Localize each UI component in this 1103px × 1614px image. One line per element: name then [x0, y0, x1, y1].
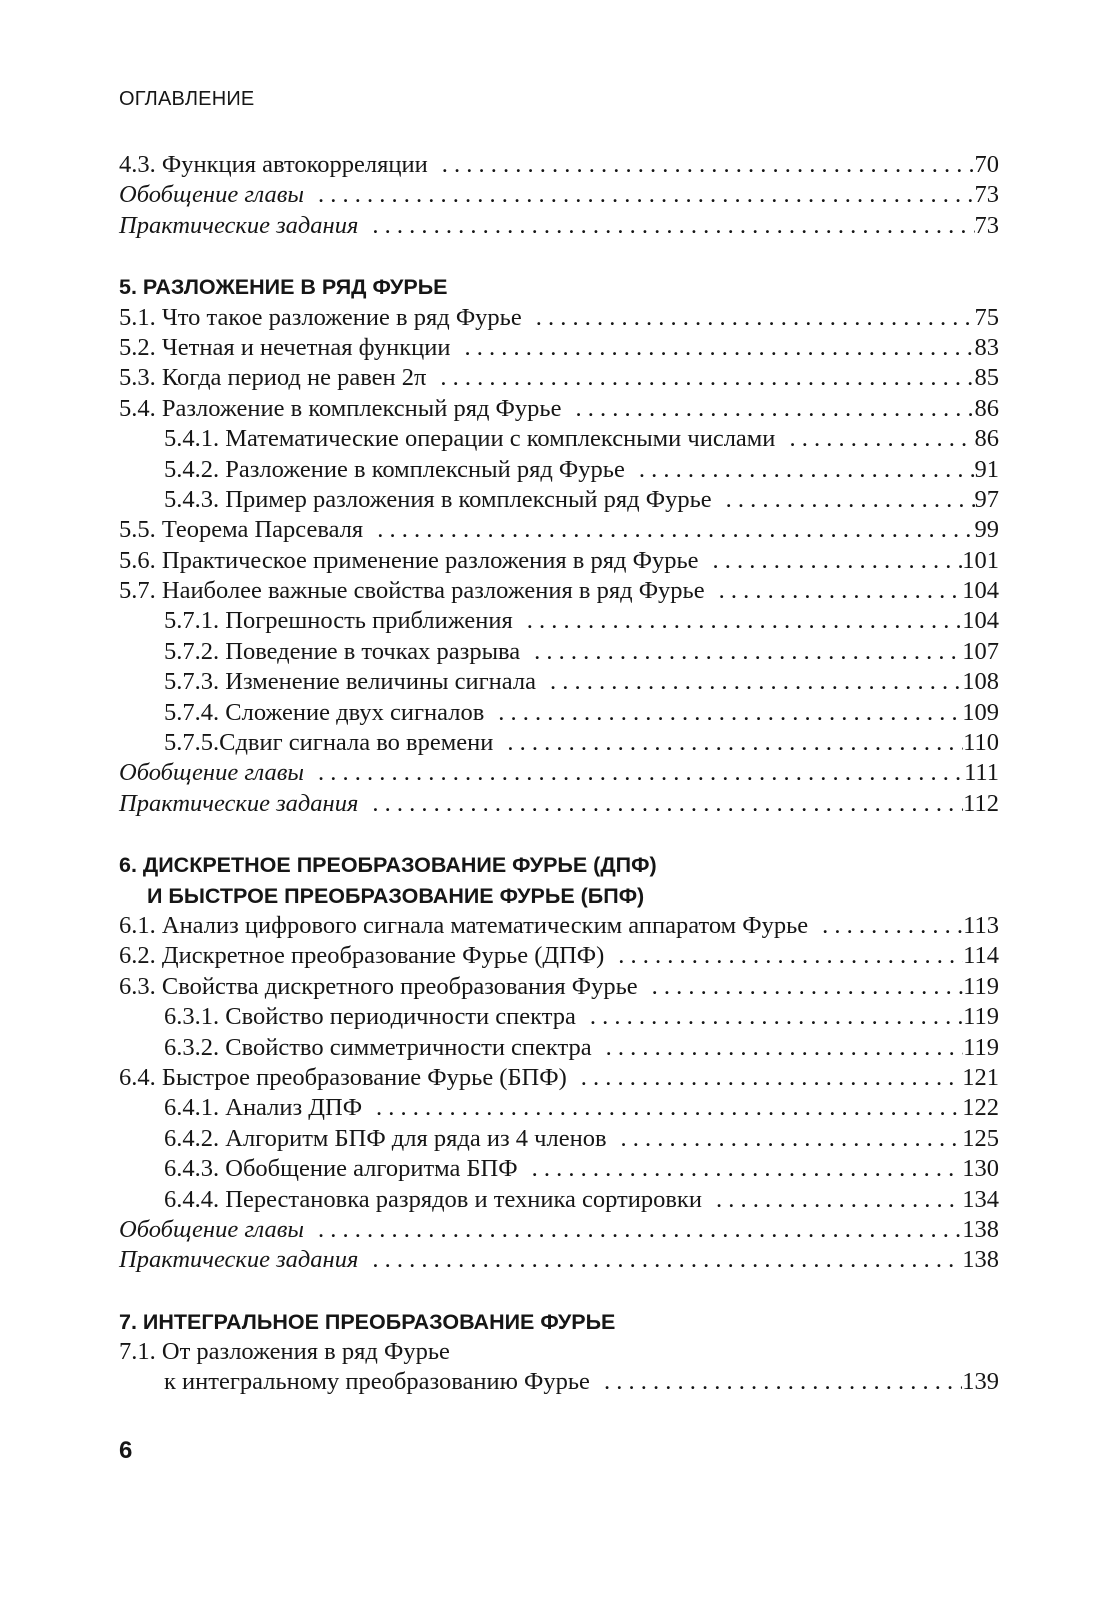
toc-subentry: [119, 1002, 999, 1032]
entry-title: 5.3. Когда период не равен 2π: [119, 364, 427, 392]
entry-title: 6.4. Быстрое преобразование Фурье (БПФ): [119, 1063, 567, 1091]
dot-leader: [362, 1093, 962, 1123]
entry-page: 111: [964, 759, 999, 787]
entry-title: 5.7.3. Изменение величины сигнала: [164, 668, 536, 696]
entry-title: 6.2. Дискретное преобразование Фурье (ДПФ): [119, 942, 605, 970]
toc-subentry: [119, 1154, 999, 1184]
entry-title: к интегральному преобразованию Фурье: [164, 1368, 590, 1396]
dot-leader: [304, 758, 964, 788]
chapter-heading: 6. ДИСКРЕТНОЕ ПРЕОБРАЗОВАНИЕ ФУРЬЕ (ДПФ): [119, 853, 657, 878]
entry-title: Практические задания: [119, 789, 359, 817]
entry-page: 119: [963, 1033, 999, 1061]
dot-leader: [702, 1185, 962, 1215]
dot-leader: [567, 1063, 963, 1093]
entry-page: 109: [962, 698, 999, 726]
toc-entry: [119, 363, 999, 393]
toc-entry-summary: [119, 180, 999, 210]
section-gap: [119, 241, 999, 272]
entry-page: 73: [974, 181, 999, 209]
entry-page: 139: [962, 1368, 999, 1396]
toc-entry-summary: [119, 758, 999, 788]
dot-leader: [712, 485, 975, 515]
dot-leader: [775, 424, 974, 454]
entry-title: 5.6. Практическое применение разложения в ряд Фурье: [119, 546, 699, 574]
entry-page: 110: [963, 729, 999, 757]
dot-leader: [518, 1154, 963, 1184]
toc-entry-first-line: [119, 1337, 999, 1367]
entry-page: 122: [962, 1094, 999, 1122]
dot-leader: [358, 789, 963, 819]
entry-page: 121: [962, 1063, 999, 1091]
entry-page: 86: [974, 425, 999, 453]
toc-entry: [119, 941, 999, 971]
dot-leader: [590, 1367, 962, 1397]
page-number: 6: [119, 1437, 133, 1464]
entry-title: 5.4.2. Разложение в комплексный ряд Фурье: [164, 455, 625, 483]
entry-page: 130: [962, 1155, 999, 1183]
toc-entry: [119, 546, 999, 576]
entry-title: 5.7.4. Сложение двух сигналов: [164, 698, 485, 726]
entry-title: 6.4.1. Анализ ДПФ: [164, 1094, 363, 1122]
entry-title: 6.4.2. Алгоритм БПФ для ряда из 4 членов: [164, 1124, 607, 1152]
entry-title: Обобщение главы: [119, 759, 305, 787]
dot-leader: [592, 1033, 964, 1063]
dot-leader: [358, 1245, 962, 1275]
entry-title: 5.7.1. Погрешность приближения: [164, 607, 513, 635]
entry-title: 5.7.5.Сдвиг сигнала во времени: [164, 729, 494, 757]
entry-title: 6.3.2. Свойство симметричности спектра: [164, 1033, 592, 1061]
entry-page: 113: [963, 911, 999, 939]
running-head: ОГЛАВЛЕНИЕ: [119, 88, 255, 110]
dot-leader: [536, 667, 962, 697]
toc-entry-exercises: [119, 211, 999, 241]
toc-subentry: [119, 606, 999, 636]
entry-title: 4.3. Функция автокорреляции: [119, 151, 428, 178]
toc-subentry: [119, 485, 999, 515]
entry-page: 138: [962, 1246, 999, 1274]
entry-title: 6.3.1. Свойство периодичности спектра: [164, 1003, 576, 1031]
dot-leader: [625, 455, 975, 485]
toc-subentry: [119, 455, 999, 485]
entry-page: 104: [962, 607, 999, 635]
entry-title: 5.4.3. Пример разложения в комплексный ряд Фурье: [164, 485, 712, 513]
entry-page: 97: [974, 485, 999, 513]
entry-page: 75: [974, 303, 999, 331]
toc-entry: [119, 1063, 999, 1093]
entry-page: 86: [974, 394, 999, 422]
toc-entry-exercises: [119, 1245, 999, 1275]
dot-leader: [607, 1124, 963, 1154]
dot-leader: [304, 180, 974, 210]
section-gap: [119, 819, 999, 850]
toc-subentry: [119, 1124, 999, 1154]
dot-leader: [358, 211, 974, 241]
toc-entry: [119, 972, 999, 1002]
entry-page: 119: [963, 972, 999, 1000]
dot-leader: [520, 637, 962, 667]
entry-page: 107: [962, 637, 999, 665]
entry-title: 5.4.1. Математические операции с комплексными числами: [164, 425, 776, 453]
entry-page: 101: [962, 546, 999, 574]
toc-entry: [119, 394, 999, 424]
toc-entry: [119, 911, 999, 941]
entry-title: 7.1. От разложения в ряд Фурье: [119, 1338, 450, 1366]
entry-page: 108: [962, 668, 999, 696]
entry-page: 104: [962, 577, 999, 605]
entry-page: 119: [963, 1003, 999, 1031]
dot-leader: [522, 303, 975, 333]
entry-title: 5.4. Разложение в комплексный ряд Фурье: [119, 394, 562, 422]
entry-title: Обобщение главы: [119, 1215, 305, 1243]
section-gap: [119, 1276, 999, 1307]
entry-page: 99: [974, 516, 999, 544]
entry-title: 6.4.3. Обобщение алгоритма БПФ: [164, 1155, 518, 1183]
entry-page: 114: [963, 942, 999, 970]
dot-leader: [493, 728, 963, 758]
entry-page: 125: [962, 1124, 999, 1152]
entry-title: 5.5. Теорема Парсеваля: [119, 516, 364, 544]
entry-title: 6.3. Свойства дискретного преобразования Фурье: [119, 972, 638, 1000]
entry-page: 83: [974, 333, 999, 361]
toc-entry-summary: [119, 1215, 999, 1245]
toc-subentry: [119, 1185, 999, 1215]
entry-page: 73: [974, 211, 999, 239]
entry-page: 85: [974, 364, 999, 392]
entry-title: 6.1. Анализ цифрового сигнала математическим аппаратом Фурье: [119, 911, 809, 939]
dot-leader: [513, 606, 963, 636]
entry-title: 5.7. Наиболее важные свойства разложения в ряд Фурье: [119, 577, 705, 605]
entry-title: Практические задания: [119, 1246, 359, 1274]
dot-leader: [604, 941, 963, 971]
entry-page: 138: [962, 1215, 999, 1243]
entry-title: 5.7.2. Поведение в точках разрыва: [164, 637, 521, 665]
toc-subentry: [119, 1093, 999, 1123]
dot-leader: [428, 150, 975, 180]
dot-leader: [561, 394, 974, 424]
entry-page: 91: [974, 455, 999, 483]
dot-leader: [699, 546, 963, 576]
entry-page: 134: [962, 1185, 999, 1213]
dot-leader: [705, 576, 963, 606]
toc-subentry: [119, 424, 999, 454]
dot-leader: [484, 698, 962, 728]
dot-leader: [363, 515, 974, 545]
toc-entry: [119, 333, 999, 363]
dot-leader: [576, 1002, 963, 1032]
toc-entry: [119, 303, 999, 333]
entry-title: 6.4.4. Перестановка разрядов и техника сортировки: [164, 1185, 702, 1213]
table-of-contents: [119, 150, 999, 1398]
toc-subentry: [119, 637, 999, 667]
toc-entry: [119, 150, 999, 180]
dot-leader: [426, 363, 974, 393]
dot-leader: [451, 333, 975, 363]
chapter-heading: 5. РАЗЛОЖЕНИЕ В РЯД ФУРЬЕ: [119, 275, 448, 300]
entry-title: 5.1. Что такое разложение в ряд Фурье: [119, 303, 522, 331]
toc-subentry: [119, 698, 999, 728]
entry-page: 70: [974, 151, 999, 178]
toc-subentry: [119, 728, 999, 758]
entry-title: Обобщение главы: [119, 181, 305, 209]
toc-entry: [119, 515, 999, 545]
toc-subentry: [119, 1033, 999, 1063]
entry-page: 112: [963, 789, 999, 817]
dot-leader: [638, 972, 963, 1002]
entry-title: 5.2. Четная и нечетная функции: [119, 333, 451, 361]
toc-entry: [119, 576, 999, 606]
entry-title: Практические задания: [119, 211, 359, 239]
chapter-heading: 7. ИНТЕГРАЛЬНОЕ ПРЕОБРАЗОВАНИЕ ФУРЬЕ: [119, 1309, 616, 1334]
toc-subentry: [119, 667, 999, 697]
dot-leader: [304, 1215, 962, 1245]
toc-entry-continued: [119, 1367, 999, 1397]
toc-entry-exercises: [119, 789, 999, 819]
chapter-heading-continued: И БЫСТРОЕ ПРЕОБРАЗОВАНИЕ ФУРЬЕ (БПФ): [147, 883, 645, 908]
dot-leader: [808, 911, 963, 941]
